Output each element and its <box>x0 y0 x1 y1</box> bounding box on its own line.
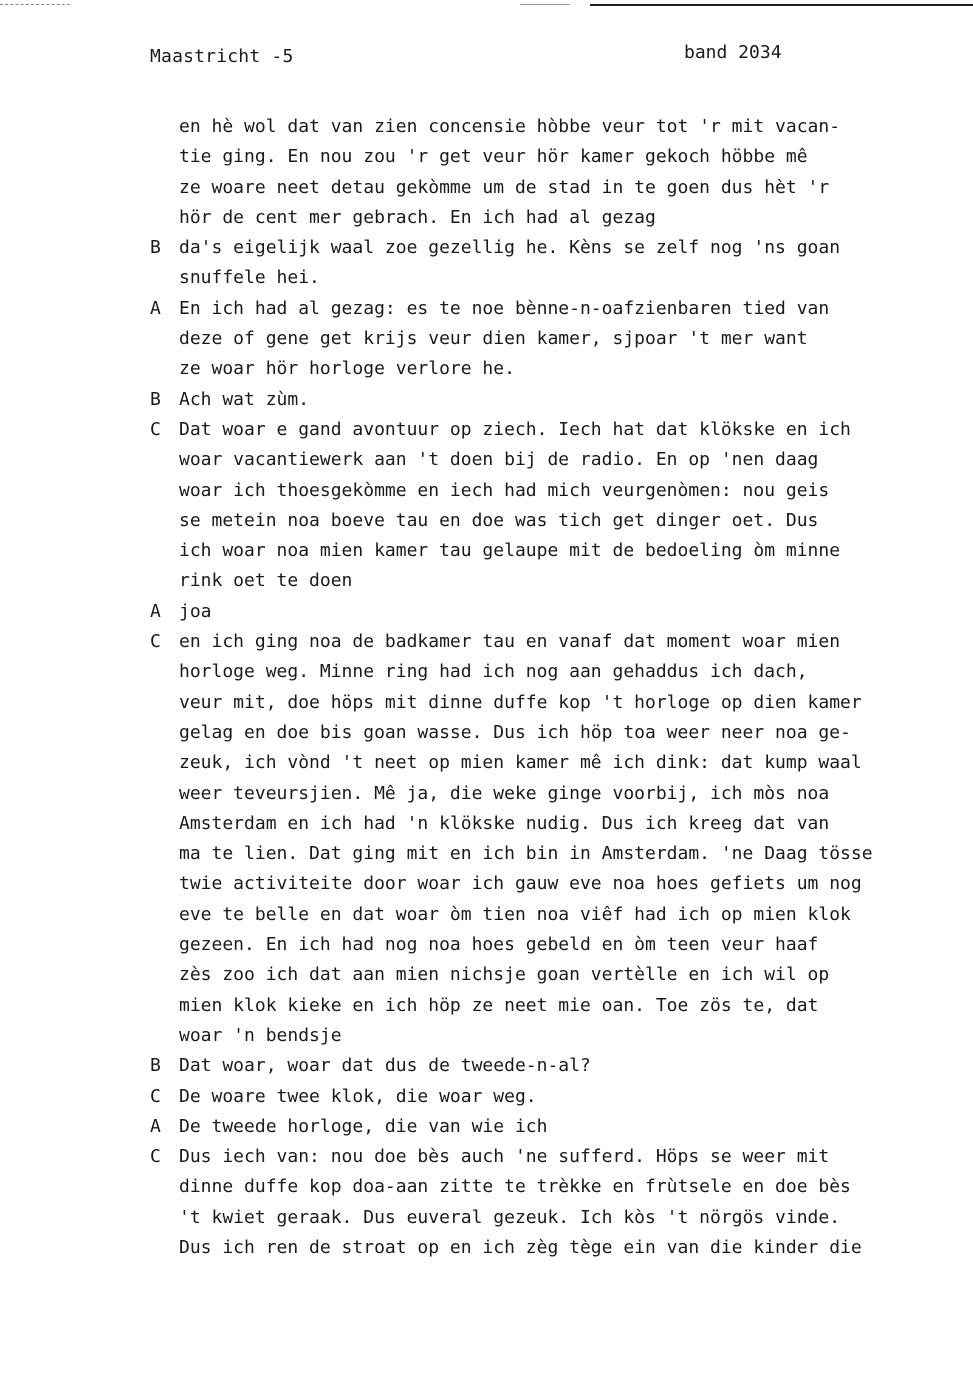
transcript-line <box>150 1112 965 1142</box>
header-location: Maastricht -5 <box>150 46 294 67</box>
speaker-label <box>150 324 179 354</box>
transcript-line <box>150 445 965 475</box>
transcript-line <box>150 718 965 748</box>
speaker-label: C <box>150 1085 161 1107</box>
speaker-label <box>150 203 179 233</box>
line-text: zès zoo ich dat aan mien nichsje goan vertèlle en ich wil op <box>179 964 830 986</box>
speaker-label <box>150 506 179 536</box>
speaker-label <box>150 445 179 475</box>
line-text: weer teveursjien. Mê ja, die weke ginge voorbij, ich mòs noa <box>179 782 830 804</box>
speaker-label <box>150 688 179 718</box>
transcript-line <box>150 1051 965 1081</box>
line-text: dinne duffe kop doa-aan zitte te trèkke en frùtsele en doe bès <box>179 1176 851 1198</box>
line-text: snuffele hei. <box>179 267 320 289</box>
line-text: twie activiteite door woar ich gauw eve noa hoes gefiets um nog <box>179 873 862 895</box>
transcript-line <box>150 748 965 778</box>
line-text: eve te belle en dat woar òm tien noa viêf had ich op mien klok <box>179 903 851 925</box>
line-text: ich woar noa mien kamer tau gelaupe mit de bedoeling òm minne <box>179 540 841 562</box>
transcript-body <box>150 112 965 1263</box>
line-text: en hè wol dat van zien concensie hòbbe veur tot 'r mit vacan- <box>179 116 841 137</box>
transcript-line <box>150 354 965 384</box>
transcript-line <box>150 1142 965 1172</box>
line-text: hör de cent mer gebrach. En ich had al gezag <box>179 206 656 228</box>
line-text: ma te lien. Dat ging mit en ich bin in Amsterdam. 'ne Daag tösse <box>179 843 873 865</box>
speaker-label <box>150 930 179 960</box>
line-text: Dus ich ren de stroat op en ich zèg tège ein van die kinder die <box>179 1236 862 1258</box>
speaker-label: A <box>150 297 161 319</box>
speaker-label <box>150 566 179 596</box>
speaker-label: A <box>150 1115 161 1137</box>
speaker-label <box>150 1021 179 1051</box>
transcript-line <box>150 597 965 627</box>
speaker-label <box>150 960 179 990</box>
transcript-line <box>150 960 965 990</box>
top-rule-left <box>0 4 70 5</box>
line-text: De tweede horloge, die van wie ich <box>179 1115 548 1137</box>
line-text: Dus iech van: nou doe bès auch 'ne sufferd. Höps se weer mit <box>179 1146 830 1168</box>
transcript-line <box>150 809 965 839</box>
speaker-label <box>150 900 179 930</box>
transcript-line <box>150 112 965 142</box>
speaker-label: C <box>150 631 161 653</box>
line-text: ze woar hör horloge verlore he. <box>179 358 515 380</box>
line-text: da's eigelijk waal zoe gezellig he. Kèns se zelf nog 'ns goan <box>179 237 841 259</box>
speaker-label <box>150 809 179 839</box>
transcript-line <box>150 324 965 354</box>
line-text: zeuk, ich vònd 't neet op mien kamer mê ich dink: dat kump waal <box>179 752 862 774</box>
transcript-line <box>150 869 965 899</box>
top-rule-right <box>590 4 973 6</box>
speaker-label <box>150 476 179 506</box>
transcript-line <box>150 779 965 809</box>
transcript-line <box>150 1233 965 1263</box>
speaker-label <box>150 354 179 384</box>
line-text: en ich ging noa de badkamer tau en vanaf dat moment woar mien <box>179 631 841 653</box>
speaker-label <box>150 1203 179 1233</box>
transcript-line <box>150 385 965 415</box>
speaker-label: C <box>150 1146 161 1168</box>
speaker-label: B <box>150 1055 161 1077</box>
line-text: gezeen. En ich had nog noa hoes gebeld en òm teen veur haaf <box>179 934 819 956</box>
speaker-label: C <box>150 418 161 440</box>
transcript-line <box>150 930 965 960</box>
transcript-line <box>150 657 965 687</box>
transcript-line <box>150 839 965 869</box>
line-text: se metein noa boeve tau en doe was tich get dinger oet. Dus <box>179 509 819 531</box>
speaker-label <box>150 173 179 203</box>
transcript-line <box>150 294 965 324</box>
line-text: gelag en doe bis goan wasse. Dus ich höp toa weer neer noa ge- <box>179 721 851 743</box>
speaker-label <box>150 112 179 142</box>
line-text: tie ging. En nou zou 'r get veur hör kamer gekoch höbbe mê <box>179 146 808 168</box>
line-text: horloge weg. Minne ring had ich nog aan gehaddus ich dach, <box>179 661 808 683</box>
line-text: De woare twee klok, die woar weg. <box>179 1085 537 1107</box>
speaker-label <box>150 779 179 809</box>
transcript-line <box>150 1082 965 1112</box>
speaker-label <box>150 748 179 778</box>
transcript-line <box>150 1172 965 1202</box>
speaker-label: B <box>150 388 161 410</box>
line-text: joa <box>179 600 212 622</box>
transcript-line <box>150 1021 965 1051</box>
transcript-line <box>150 1203 965 1233</box>
transcript-line <box>150 688 965 718</box>
speaker-label <box>150 1233 179 1263</box>
line-text: woar vacantiewerk aan 't doen bij de radio. En op 'nen daag <box>179 449 819 471</box>
transcript-line <box>150 991 965 1021</box>
speaker-label <box>150 1172 179 1202</box>
line-text: Amsterdam en ich had 'n klökske nudig. Dus ich kreeg dat van <box>179 812 830 834</box>
line-text: mien klok kieke en ich höp ze neet mie oan. Toe zös te, dat <box>179 994 819 1016</box>
speaker-label <box>150 869 179 899</box>
transcript-line <box>150 263 965 293</box>
line-text: En ich had al gezag: es te noe bènne-n-oafzienbaren tied van <box>179 297 830 319</box>
speaker-label <box>150 263 179 293</box>
line-text: Dat woar, woar dat dus de tweede-n-al? <box>179 1055 591 1077</box>
line-text: rink oet te doen <box>179 570 353 592</box>
transcript-line <box>150 476 965 506</box>
transcript-line <box>150 415 965 445</box>
transcript-line <box>150 142 965 172</box>
line-text: Dat woar e gand avontuur op ziech. Iech hat dat klökske en ich <box>179 418 851 440</box>
speaker-label <box>150 991 179 1021</box>
top-rule-middle <box>520 4 570 5</box>
transcript-line <box>150 900 965 930</box>
transcript-line <box>150 566 965 596</box>
transcript-line <box>150 233 965 263</box>
line-text: veur mit, doe höps mit dinne duffe kop 't horloge op dien kamer <box>179 691 862 713</box>
transcript-line <box>150 173 965 203</box>
speaker-label <box>150 657 179 687</box>
speaker-label <box>150 839 179 869</box>
header-tape-number: band 2034 <box>684 42 782 63</box>
speaker-label <box>150 536 179 566</box>
speaker-label: A <box>150 600 161 622</box>
line-text: deze of gene get krijs veur dien kamer, sjpoar 't mer want <box>179 328 808 350</box>
line-text: woar ich thoesgekòmme en iech had mich veurgenòmen: nou geis <box>179 479 830 501</box>
line-text: woar 'n bendsje <box>179 1024 342 1046</box>
transcript-line <box>150 203 965 233</box>
speaker-label <box>150 142 179 172</box>
line-text: ze woare neet detau gekòmme um de stad in te goen dus hèt 'r <box>179 176 830 198</box>
line-text: Ach wat zùm. <box>179 388 310 410</box>
transcript-line <box>150 506 965 536</box>
transcript-line <box>150 627 965 657</box>
speaker-label: B <box>150 237 161 259</box>
transcript-line <box>150 536 965 566</box>
line-text: 't kwiet geraak. Dus euveral gezeuk. Ich kòs 't nörgös vinde. <box>179 1206 841 1228</box>
speaker-label <box>150 718 179 748</box>
